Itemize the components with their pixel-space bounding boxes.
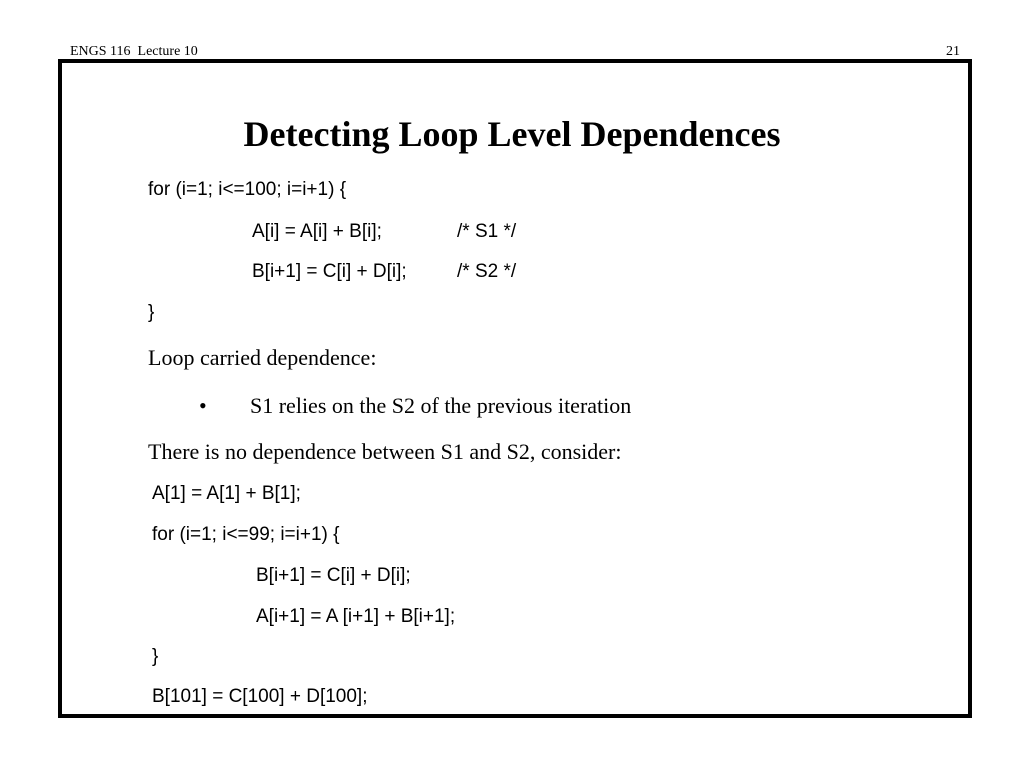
loop1-statement-s2: B[i+1] = C[i] + D[i]; (252, 261, 407, 282)
loop2-statement-2: A[i+1] = A [i+1] + B[i+1]; (256, 606, 456, 627)
bullet-point-icon: • (199, 393, 207, 418)
loop1-for-line: for (i=1; i<=100; i=i+1) { (148, 179, 347, 200)
no-dependence-text: There is no dependence between S1 and S2, consider: (148, 439, 622, 464)
loop2-close-brace: } (152, 646, 159, 667)
loop2-pre-statement: A[1] = A[1] + B[1]; (152, 483, 301, 504)
loop1-statement-s1: A[i] = A[i] + B[i]; (252, 221, 382, 242)
loop2-for-line: for (i=1; i<=99; i=i+1) { (152, 524, 340, 545)
loop2-post-statement: B[101] = C[100] + D[100]; (152, 686, 368, 707)
page-number: 21 (946, 44, 960, 59)
loop2-statement-1: B[i+1] = C[i] + D[i]; (256, 565, 411, 586)
loop1-comment-s1: /* S1 */ (457, 221, 517, 242)
course-header: ENGS 116 Lecture 10 (70, 44, 198, 59)
loop1-close-brace: } (148, 302, 155, 323)
loop-carried-heading: Loop carried dependence: (148, 345, 377, 370)
slide-frame (58, 59, 972, 718)
slide-title: Detecting Loop Level Dependences (243, 114, 781, 154)
loop1-comment-s2: /* S2 */ (457, 261, 517, 282)
bullet-text: S1 relies on the S2 of the previous iteration (250, 393, 632, 418)
